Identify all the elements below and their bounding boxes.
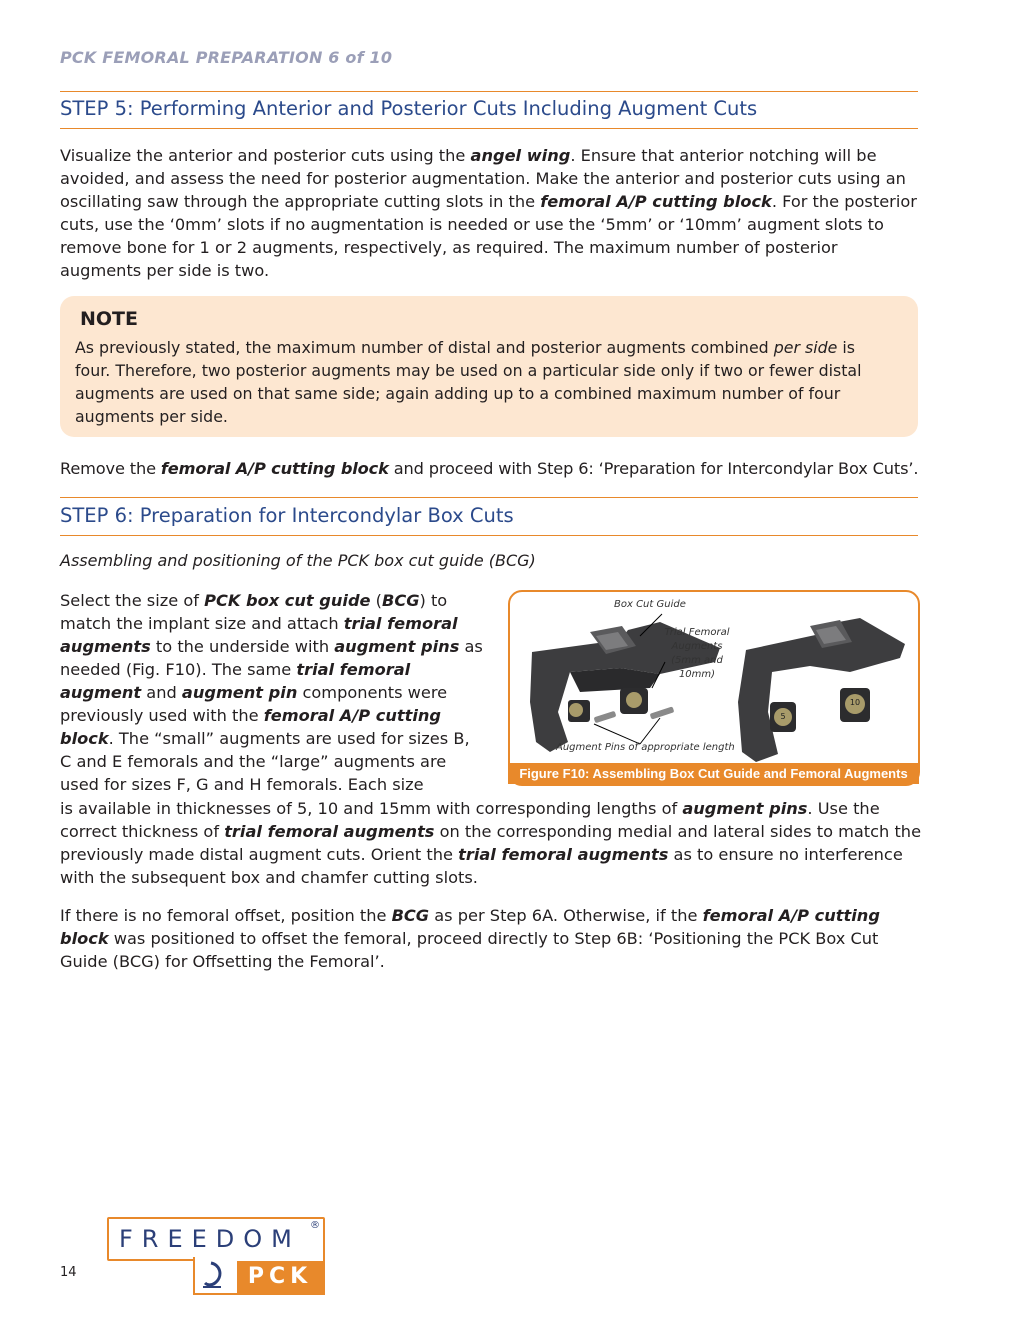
step6-subtitle: Assembling and positioning of the PCK box cut guide (BCG) <box>60 551 536 570</box>
logo-pck-text: PCK <box>237 1261 323 1293</box>
text-run: . The “small” augments are used for sizes B, C and E femorals and the “large” augments are used for sizes F, G and H femorals. Each size <box>60 729 470 794</box>
term-cutting-block: femoral A/P cutting block <box>160 459 389 478</box>
text-run: . Use the correct thickness of <box>60 799 880 841</box>
rule-bottom-step6 <box>60 535 918 536</box>
figure-caption: Figure F10: Assembling Box Cut Guide and Femoral Augments <box>508 763 919 784</box>
note-title: NOTE <box>80 308 138 330</box>
knee-swoosh-icon <box>199 1257 235 1293</box>
text-run: If there is no femoral offset, position the <box>60 906 392 925</box>
text-run: was positioned to offset the femoral, proceed directly to Step 6B: ‘Positioning the PCK Box Cut Guide (BCG) for Offsetting the Femoral’. <box>60 929 879 971</box>
term-augment-pins: augment pins <box>682 799 808 818</box>
figure-f10 <box>508 590 920 786</box>
text-run: is available in thicknesses of 5, 10 and 15mm with corresponding lengths of <box>60 799 683 818</box>
term-trial-femoral-augments: trial femoral augments <box>458 845 669 864</box>
step6-title: STEP 6: Preparation for Intercondylar Box Cuts <box>60 504 514 527</box>
term-augment-pin: augment pin <box>181 683 298 702</box>
rule-top-step5 <box>60 91 918 92</box>
text-run: as to ensure no interference with the subsequent box and chamfer cutting slots. <box>60 845 903 887</box>
note-box <box>60 296 918 437</box>
label-line: (5mm and <box>671 655 723 666</box>
rule-bottom-step5 <box>60 128 918 129</box>
emphasis-per-side: per side <box>773 338 838 357</box>
step6-paragraph-continued <box>60 797 924 889</box>
text-run: to the underside with <box>150 637 335 656</box>
step6-paragraph-column <box>60 589 485 796</box>
rule-top-step6 <box>60 497 918 498</box>
text-run: components were previously used with the <box>60 683 448 725</box>
label-line: 10mm) <box>678 669 716 680</box>
offset-paragraph <box>60 904 922 973</box>
term-cutting-block: femoral A/P cutting block <box>540 192 772 211</box>
page-number: 14 <box>60 1265 77 1280</box>
text-run: on the corresponding medial and lateral sides to match the previously made distal augment cuts. Orient the <box>60 822 922 864</box>
step5-paragraph <box>60 144 922 282</box>
term-angel-wing: angel wing <box>470 146 571 165</box>
note-text <box>75 336 895 428</box>
term-box-cut-guide: PCK box cut guide <box>204 591 371 610</box>
running-header: PCK FEMORAL PREPARATION 6 of 10 <box>60 48 393 67</box>
pck-logo <box>193 1257 325 1295</box>
text-run: As previously stated, the maximum number of distal and posterior augments combined <box>75 338 774 357</box>
text-run: Select the size of <box>60 591 205 610</box>
text-run: Remove the <box>60 459 161 478</box>
term-trial-femoral-augments: trial femoral augments <box>60 614 458 656</box>
label-augment-pins: Augment Pins of appropriate length <box>556 742 735 753</box>
box-cut-guide-illustration <box>510 592 918 784</box>
text-run: and proceed with Step 6: ‘Preparation for Intercondylar Box Cuts’. <box>388 459 919 478</box>
registered-mark: ® <box>310 1220 320 1231</box>
term-trial-femoral-augment: trial femoral augment <box>60 660 411 702</box>
term-cutting-block: femoral A/P cutting block <box>60 706 441 748</box>
freedom-logo <box>107 1217 325 1261</box>
text-run: and <box>141 683 182 702</box>
augment-10-mark: 10 <box>849 698 861 707</box>
text-run: ( <box>370 591 382 610</box>
text-run: is four. Therefore, two posterior augments may be used on a particular side only if two or fewer distal augments are used on that same side; again adding up to a combined maximum number of four augments per side. <box>75 338 862 426</box>
term-trial-femoral-augments: trial femoral augments <box>224 822 435 841</box>
label-trial-augments <box>660 626 734 682</box>
label-line: Trial Femoral <box>664 627 730 638</box>
term-bcg: BCG <box>391 906 430 925</box>
term-augment-pins: augment pins <box>334 637 460 656</box>
text-run: as needed (Fig. F10). The same <box>60 637 483 679</box>
text-run: . For the posterior cuts, use the ‘0mm’ slots if no augmentation is needed or use the ‘5mm’ or ‘10mm’ augment slots to remove bone for 1 or 2 augments, respectively, as required. The maximum number of posterior augments per side is two. <box>60 192 917 280</box>
text-run: as per Step 6A. Otherwise, if the <box>429 906 703 925</box>
logo-wordmark: FREEDOM <box>119 1225 301 1253</box>
text-run: . Ensure that anterior notching will be avoided, and assess the need for posterior augmentation. Make the anterior and posterior cuts using an oscillating saw through the appropriate cutting slots in the <box>60 146 906 211</box>
label-line: Augments <box>671 641 723 652</box>
term-cutting-block: femoral A/P cutting block <box>60 906 880 948</box>
augment-5-mark: 5 <box>780 712 786 721</box>
text-run: Visualize the anterior and posterior cuts using the <box>60 146 471 165</box>
term-bcg: BCG <box>381 591 420 610</box>
step5-title: STEP 5: Performing Anterior and Posterior Cuts Including Augment Cuts <box>60 97 758 120</box>
remove-block-paragraph <box>60 457 940 480</box>
text-run: ) to match the implant size and attach <box>60 591 448 633</box>
label-box-cut-guide: Box Cut Guide <box>614 599 686 610</box>
